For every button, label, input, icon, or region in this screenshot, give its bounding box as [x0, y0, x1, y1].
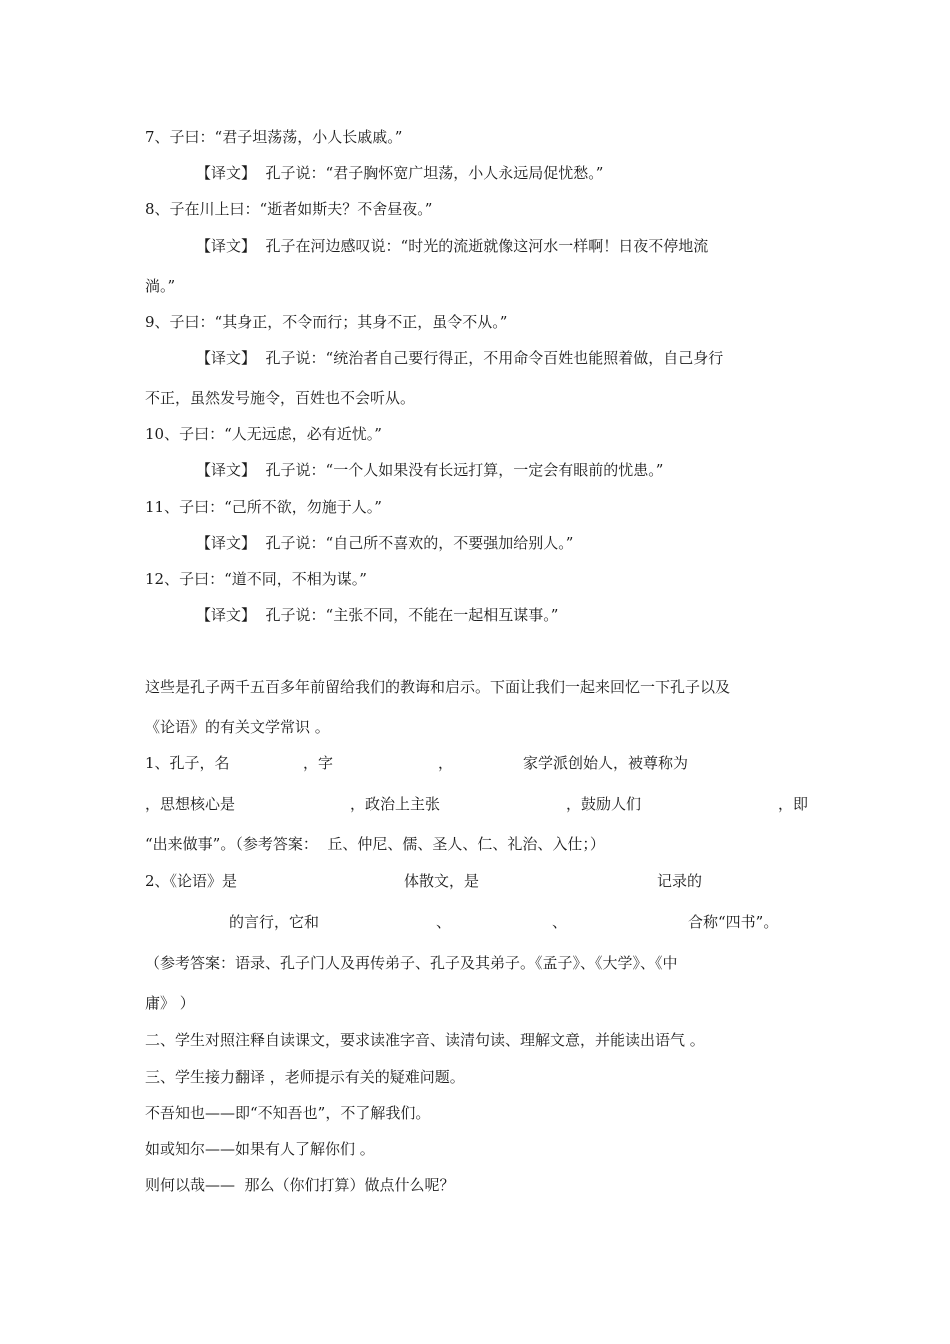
q2-part-d: 的言行，它和 — [229, 913, 320, 931]
q1-part-h: ，即 — [778, 795, 809, 813]
q1-part-e: ，思想核心是 — [145, 795, 236, 813]
q2-part-e: 、 — [436, 913, 452, 931]
translation-12: 【译文】 孔子说：“主张不同，不能在一起相互谋事。” — [196, 606, 559, 624]
quote-12: 12、子曰：“道不同，不相为谋。” — [145, 570, 367, 588]
translation-10: 【译文】 孔子说：“一个人如果没有长远打算，一定会有眼前的忧患。” — [196, 461, 664, 479]
q1-part-g: ，鼓励人们 — [566, 795, 642, 813]
note-3: 则何以哉—— 那么（你们打算）做点什么呢？ — [145, 1176, 455, 1194]
translation-8: 【译文】 孔子在河边感叹说：“时光的流逝就像这河水一样啊！日夜不停地流 — [196, 237, 709, 255]
quote-9: 9、子曰：“其身正，不令而行；其身不正，虽令不从。” — [145, 313, 508, 331]
quote-7: 7、子曰：“君子坦荡荡，小人长戚戚。” — [145, 128, 403, 146]
intro-line-1: 这些是孔子两千五百多年前留给我们的教诲和启示。下面让我们一起来回忆一下孔子以及 — [145, 678, 731, 696]
q2-answer-cont: 庸》 ） — [145, 994, 195, 1012]
translation-7: 【译文】 孔子说：“君子胸怀宽广坦荡，小人永远局促忧愁。” — [196, 164, 604, 182]
translation-11: 【译文】 孔子说：“自己所不喜欢的，不要强加给别人。” — [196, 534, 574, 552]
q2-part-f: 、 — [552, 913, 568, 931]
translation-9-cont: 不正，虽然发号施令，百姓也不会听从。 — [145, 389, 416, 407]
quote-11: 11、子曰：“己所不欲，勿施于人。” — [145, 498, 382, 516]
q2-part-b: 体散文，是 — [404, 872, 480, 890]
quote-8: 8、子在川上曰：“逝者如斯夫？不舍昼夜。” — [145, 200, 433, 218]
translation-8-cont: 淌。” — [145, 277, 176, 295]
intro-line-2: 《论语》的有关文学常识 。 — [145, 718, 330, 736]
q2-answer: （参考答案：语录、孔子门人及再传弟子、孔子及其弟子。《孟子》、《大学》、《中 — [145, 954, 678, 972]
q1-answer: “出来做事”。（参考答案： 丘、仲尼、儒、圣人、仁、礼治、入仕；） — [145, 835, 605, 853]
note-2: 如或知尔——如果有人了解你们 。 — [145, 1140, 375, 1158]
quote-10: 10、子曰：“人无远虑，必有近忧。” — [145, 425, 382, 443]
q1-part-b: ，字 — [303, 754, 334, 772]
q1-part-c: ， — [438, 754, 454, 772]
translation-9: 【译文】 孔子说：“统治者自己要行得正，不用命令百姓也能照着做，自己身行 — [196, 349, 724, 367]
step-two: 二、学生对照注释自读课文，要求读准字音、读清句读、理解文意，并能读出语气 。 — [145, 1031, 705, 1049]
q1-part-a: 1、孔子，名 — [145, 754, 230, 772]
q2-part-c: 记录的 — [657, 872, 703, 890]
q1-part-f: ，政治上主张 — [350, 795, 441, 813]
step-three: 三、学生接力翻译 ，老师提示有关的疑难问题。 — [145, 1068, 465, 1086]
q2-part-g: 合称“四书”。 — [688, 913, 779, 931]
q2-part-a: 2、《论语》是 — [145, 872, 238, 890]
q1-part-d: 家学派创始人，被尊称为 — [523, 754, 689, 772]
note-1: 不吾知也——即“不知吾也”，不了解我们。 — [145, 1104, 431, 1122]
